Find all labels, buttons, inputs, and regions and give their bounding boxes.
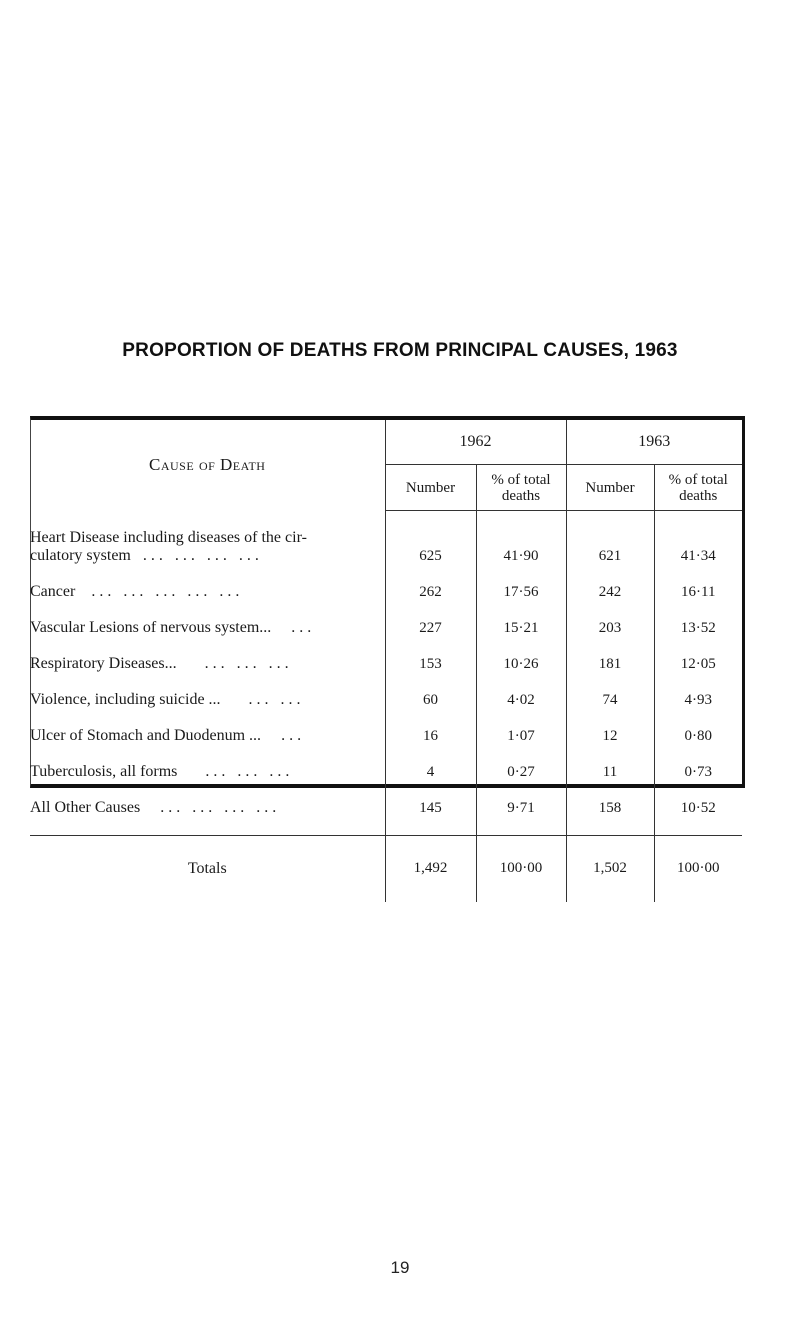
percent-1963-cell: 12·05 [680,655,716,672]
year-1962-header: 1962 [385,420,566,465]
cause-cell [30,511,385,571]
cause-cell [30,787,385,823]
cause-label: Vascular Lesions of nervous system... [30,618,272,636]
percent-1962-cell: 10·26 [476,643,566,679]
leader-dots: ... ... ... ... [142,546,263,564]
cause-label: Violence, including suicide ... [30,690,221,708]
percent-1963-cell: 0·80 [684,727,712,744]
number-1962-header: Number [385,465,476,511]
percent-1962-cell: 41·90 [476,511,566,571]
percent-1963-total: 100·00 [654,835,742,902]
number-1963-cell: 74 [566,679,654,715]
table-row [30,571,742,607]
percent-1962-cell: 9·71 [476,787,566,823]
percent-1962-cell: 0·27 [476,751,566,787]
cause-label: Heart Disease including diseases of the cir- [30,528,307,546]
percent-1963-header: % of total deaths [654,465,742,511]
cause-label: Respiratory Diseases... [30,654,177,672]
table-row [30,787,742,823]
leader-dots: ... ... [248,690,305,708]
percent-1963-cell: 13·52 [680,619,716,636]
leader-dots: ... ... ... [205,762,294,780]
number-1962-cell: 4 [385,751,476,787]
table-row [30,679,742,715]
number-1962-cell: 16 [385,715,476,751]
leader-dots: ... ... ... ... [160,798,281,816]
percent-1963-cell: 4·93 [684,691,712,708]
leader-dots: ... ... ... ... ... [91,582,244,600]
number-1963-cell: 621 [566,511,654,571]
table-row [30,511,742,571]
percent-1963-cell: 10·52 [680,799,716,816]
number-1963-header: Number [566,465,654,511]
table-row [30,643,742,679]
leader-dots: ... ... ... [204,654,293,672]
page-number: 19 [390,1258,410,1277]
percent-1963-cell: 0·73 [684,763,712,780]
table-row [30,715,742,751]
number-1963-cell: 158 [566,787,654,823]
cause-cell [30,751,385,787]
number-1962-total: 1,492 [385,835,476,902]
number-1962-cell: 153 [385,643,476,679]
percent-1962-cell: 4·02 [476,679,566,715]
number-1963-total: 1,502 [566,835,654,902]
percent-1962-total: 100·00 [476,835,566,902]
percent-1962-cell: 15·21 [476,607,566,643]
percent-1962-header: % of total deaths [476,465,566,511]
totals-label: Totals [30,835,385,902]
cause-cell [30,571,385,607]
cause-label: Tuberculosis, all forms [30,762,178,780]
cause-cell [30,679,385,715]
table-row [30,607,742,643]
page-title: PROPORTION OF DEATHS FROM PRINCIPAL CAUSES, 1963 [122,340,678,361]
totals-row [30,835,742,902]
number-1962-cell: 625 [385,511,476,571]
percent-1962-cell: 17·56 [476,571,566,607]
cause-label: culatory system [30,546,131,564]
cause-cell [30,643,385,679]
year-1963-header: 1963 [566,420,742,465]
number-1962-cell: 145 [385,787,476,823]
number-1962-cell: 227 [385,607,476,643]
cause-cell [30,607,385,643]
percent-1962-cell: 1·07 [476,715,566,751]
cause-label: Ulcer of Stomach and Duodenum ... [30,726,262,744]
leader-dots: ... [291,618,316,636]
cause-label: All Other Causes [30,798,141,816]
deaths-table [30,420,742,902]
spacer-row [30,823,742,836]
cause-label: Cancer [30,582,76,600]
number-1963-cell: 181 [566,643,654,679]
number-1962-cell: 60 [385,679,476,715]
number-1962-cell: 262 [385,571,476,607]
percent-1963-cell: 16·11 [681,583,716,600]
number-1963-cell: 11 [566,751,654,787]
table-row [30,751,742,787]
cause-of-death-header: Cause of Death [30,420,385,511]
number-1963-cell: 242 [566,571,654,607]
number-1963-cell: 12 [566,715,654,751]
number-1963-cell: 203 [566,607,654,643]
leader-dots: ... [281,726,306,744]
cause-cell [30,715,385,751]
percent-1963-cell: 41·34 [680,547,716,564]
